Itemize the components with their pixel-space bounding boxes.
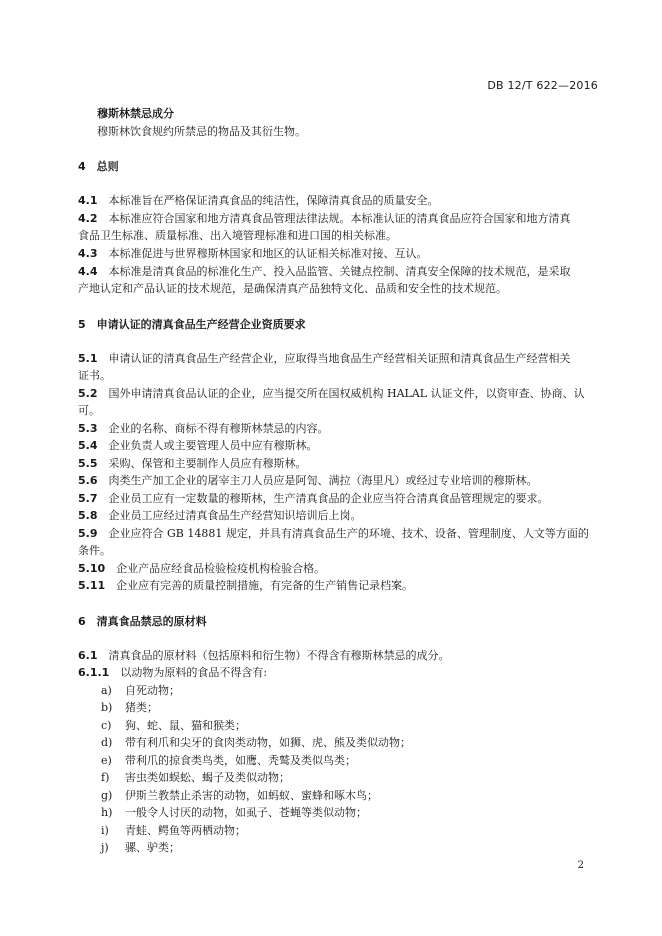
clause-4-4 — [78, 265, 571, 279]
list-text: 青蛙、鳄鱼等两栖动物； — [125, 824, 246, 837]
clause-4-1 — [78, 194, 439, 208]
clause-number: 4.3 — [78, 247, 98, 260]
clause-number: 5.9 — [78, 527, 98, 540]
clause-text: 本标准促进与世界穆斯林国家和地区的认证相关标准对接、互认。 — [108, 247, 428, 260]
clause-number: 6.1 — [78, 649, 98, 662]
clause-number: 5.2 — [78, 387, 98, 400]
list-label: e) — [101, 754, 112, 767]
clause-text: 企业应有完善的质量控制措施，有完备的生产销售记录档案。 — [116, 579, 414, 592]
clause-number: 5.11 — [78, 579, 106, 592]
list-text: 带利爪的掠食类鸟类，如鹰、秃鹫及类似鸟类； — [125, 754, 356, 767]
list-item — [101, 771, 290, 785]
clause-number: 4.1 — [78, 194, 98, 207]
clause-5-11 — [78, 579, 413, 593]
clause-text: 清真食品的原材料（包括原料和衍生物）不得含有穆斯林禁忌的成分。 — [108, 649, 450, 662]
clause-5-9 — [78, 527, 589, 541]
section-5-heading: 5 申请认证的清真食品生产经营企业资质要求 — [78, 318, 306, 331]
clause-5-8 — [78, 509, 362, 523]
clause-5-9-cont: 条件。 — [78, 544, 111, 557]
list-text: 猪类； — [125, 701, 158, 714]
clause-5-10 — [78, 562, 325, 576]
list-item — [101, 701, 158, 715]
clause-number: 5.8 — [78, 509, 98, 522]
clause-text: 以动物为原料的食品不得含有: — [120, 666, 268, 679]
clause-text: 本标准是清真食品的标准化生产、投入品监管、关键点控制、清真安全保障的技术规范，是采取 — [108, 265, 571, 278]
clause-number: 4.4 — [78, 265, 98, 278]
clause-5-6 — [78, 474, 538, 488]
list-label: g) — [101, 789, 113, 802]
clause-text: 企业负责人或主要管理人员中应有穆斯林。 — [108, 439, 318, 452]
clause-number: 5.1 — [78, 352, 98, 365]
list-text: 害虫类如蜈蚣、蝎子及类似动物； — [125, 771, 290, 784]
list-label: d) — [101, 736, 113, 749]
clause-text: 国外申请清真食品认证的企业，应当提交所在国权威机构 HALAL 认证文件，以资审查、协商、认 — [108, 387, 585, 400]
clause-text: 企业应符合 GB 14881 规定，并具有清真食品生产的环境、技术、设备、管理制度、人文等方面的 — [108, 527, 589, 540]
clause-5-4 — [78, 439, 318, 453]
clause-6-1 — [78, 649, 450, 663]
clause-text: 肉类生产加工企业的屠宰主刀人员应是阿訇、满拉（海里凡）或经过专业培训的穆斯林。 — [108, 474, 538, 487]
clause-number: 5.6 — [78, 474, 98, 487]
list-item — [101, 754, 356, 768]
list-label: c) — [101, 719, 112, 732]
clause-4-2 — [78, 212, 571, 226]
clause-number: 5.7 — [78, 492, 98, 505]
page-number: 2 — [577, 860, 584, 871]
list-item — [101, 806, 367, 820]
clause-text: 企业员工应经过清真食品生产经营知识培训后上岗。 — [108, 509, 362, 522]
list-label: b) — [101, 701, 113, 714]
definition-term: 穆斯林禁忌成分 — [97, 107, 174, 120]
list-item — [101, 841, 180, 855]
clause-5-2-cont: 可。 — [78, 404, 100, 417]
document-code: DB 12/T 622—2016 — [487, 79, 598, 92]
list-label: j) — [101, 841, 109, 854]
clause-number: 5.4 — [78, 439, 98, 452]
clause-5-1-cont: 证书。 — [78, 369, 111, 382]
section-4-heading: 4 总则 — [78, 160, 119, 173]
clause-5-3 — [78, 422, 329, 436]
clause-text: 企业产品应经食品检验检疫机构检验合格。 — [116, 562, 326, 575]
list-item — [101, 719, 246, 733]
list-item — [101, 824, 246, 838]
clause-text: 本标准旨在严格保证清真食品的纯洁性，保障清真食品的质量安全。 — [108, 194, 439, 207]
list-item — [101, 736, 411, 750]
clause-text: 申请认证的清真食品生产经营企业，应取得当地食品生产经营相关证照和清真食品生产经营相关 — [108, 352, 571, 365]
clause-4-3 — [78, 247, 428, 261]
clause-6-1-1 — [78, 666, 267, 680]
definition-text: 穆斯林饮食规约所禁忌的物品及其衍生物。 — [97, 125, 306, 138]
list-text: 自死动物； — [125, 684, 180, 697]
list-label: a) — [101, 684, 112, 697]
section-6-heading: 6 清真食品禁忌的原材料 — [78, 615, 207, 628]
clause-4-4-cont: 产地认定和产品认证的技术规范，是确保清真产品独特文化、品质和安全性的技术规范。 — [78, 282, 507, 295]
clause-5-5 — [78, 457, 307, 471]
list-item — [101, 684, 180, 698]
list-label: i) — [101, 824, 109, 837]
list-text: 骡、驴类； — [125, 841, 180, 854]
list-text: 伊斯兰教禁止杀害的动物，如蚂蚁、蜜蜂和啄木鸟； — [125, 789, 378, 802]
clause-5-2 — [78, 387, 585, 401]
clause-text: 本标准应符合国家和地方清真食品管理法律法规。本标准认证的清真食品应符合国家和地方清真 — [108, 212, 571, 225]
list-text: 狗、蛇、鼠、猫和猴类； — [125, 719, 246, 732]
clause-number: 4.2 — [78, 212, 98, 225]
clause-text: 企业的名称、商标不得有穆斯林禁忌的内容。 — [108, 422, 329, 435]
list-item — [101, 789, 378, 803]
list-text: 带有利爪和尖牙的食肉类动物，如狮、虎、熊及类似动物； — [125, 736, 411, 749]
clause-4-2-cont: 食品卫生标准、质量标准、出入境管理标准和进口国的相关标准。 — [78, 229, 397, 242]
clause-5-7 — [78, 492, 549, 506]
clause-5-1 — [78, 352, 571, 366]
list-text: 一般令人讨厌的动物，如虱子、苍蝇等类似动物； — [125, 806, 367, 819]
clause-number: 5.10 — [78, 562, 106, 575]
clause-number: 6.1.1 — [78, 666, 110, 679]
list-label: h) — [101, 806, 113, 819]
clause-number: 5.3 — [78, 422, 98, 435]
clause-number: 5.5 — [78, 457, 98, 470]
clause-text: 采购、保管和主要制作人员应有穆斯林。 — [108, 457, 307, 470]
list-label: f) — [101, 771, 110, 784]
clause-text: 企业员工应有一定数量的穆斯林，生产清真食品的企业应当符合清真食品管理规定的要求。 — [108, 492, 549, 505]
